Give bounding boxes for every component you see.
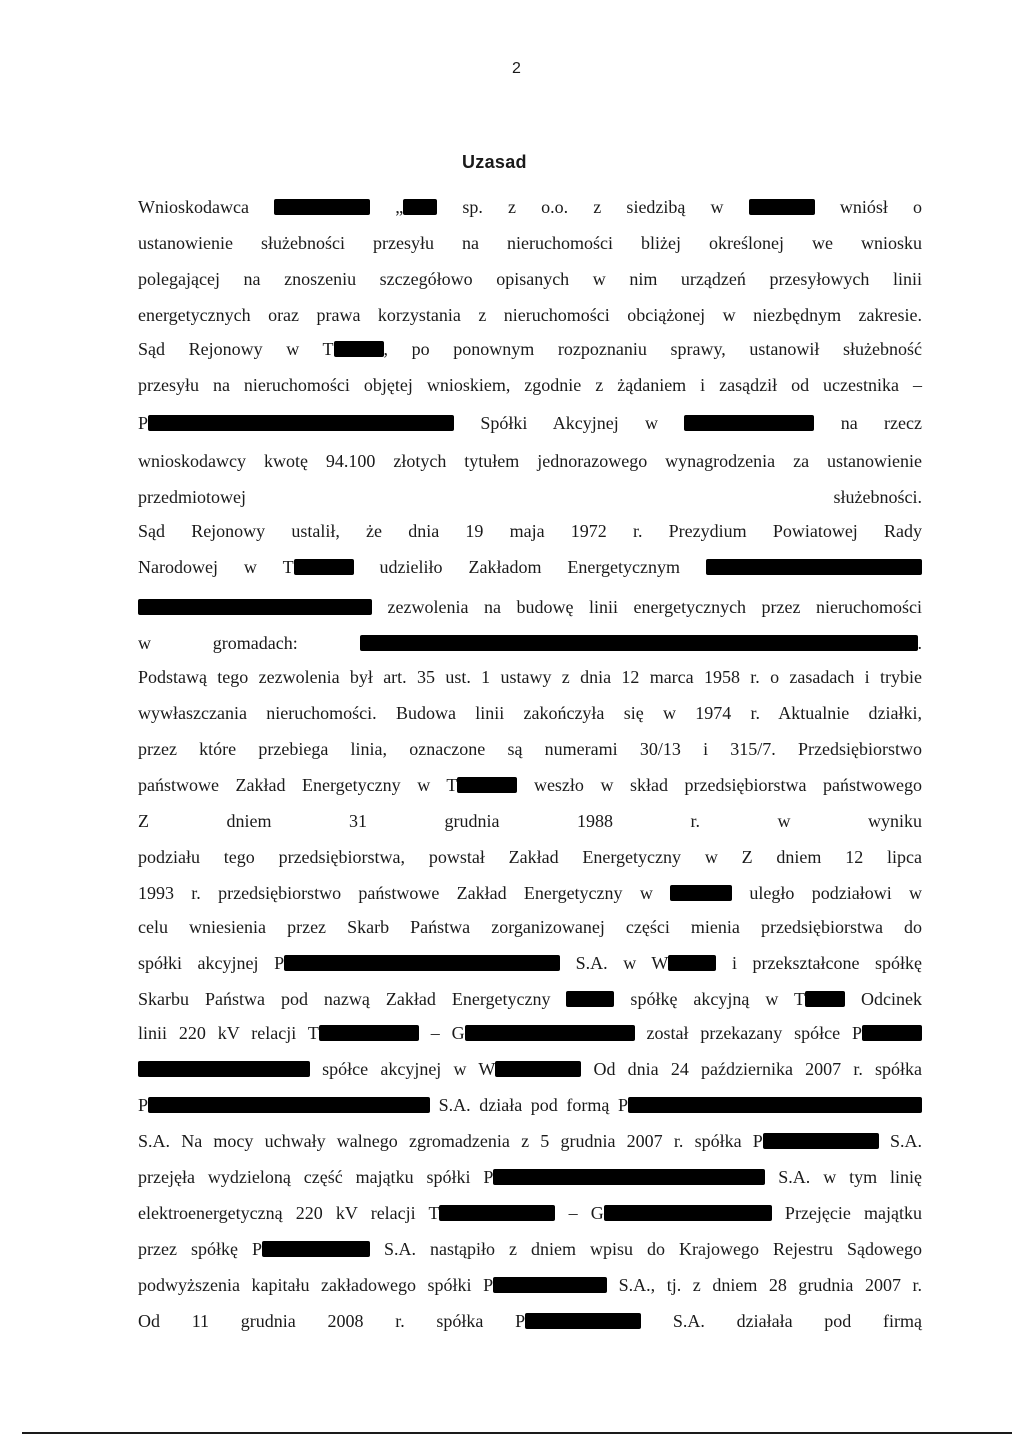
redaction-bar bbox=[749, 199, 815, 215]
text-segment: podziału tego przedsiębiorstwa, powstał Zakład Energetyczny w bbox=[138, 847, 742, 867]
text-segment: wnioskodawcy kwotę 94.100 złotych tytułem jednorazowego wynagrodzenia za ustanowienie bbox=[138, 451, 922, 471]
text-line bbox=[138, 882, 922, 904]
text-segment: Od dnia 24 października 2007 r. spółka bbox=[581, 1059, 922, 1079]
redaction-bar bbox=[604, 1205, 772, 1221]
text-line bbox=[138, 268, 922, 290]
text-segment: S.A. bbox=[878, 1131, 922, 1151]
text-segment: spółce akcyjnej w W bbox=[310, 1059, 496, 1079]
text-line bbox=[138, 412, 922, 434]
text-segment: Z dniem 31 grudnia 1988 r. w wyniku bbox=[138, 811, 922, 831]
text-line bbox=[138, 232, 922, 254]
text-line bbox=[138, 666, 922, 688]
text-segment: S.A. działa pod formą P bbox=[430, 1095, 628, 1115]
text-segment: S.A. Na mocy uchwały walnego zgromadzenia z 5 grudnia 2007 r. spółka P bbox=[138, 1131, 763, 1151]
text-segment: S.A. nastąpiło z dniem wpisu do Krajowego Rejestru Sądowego bbox=[370, 1239, 923, 1259]
text-segment: wniósł o bbox=[814, 197, 922, 217]
redaction-bar bbox=[334, 341, 384, 357]
text-segment: Odcinek bbox=[845, 989, 922, 1009]
text-segment: . bbox=[917, 633, 922, 653]
text-line bbox=[138, 450, 922, 472]
text-segment: Skarbu Państwa pod nazwą Zakład Energetyczny bbox=[138, 989, 567, 1009]
text-segment: energetycznych oraz prawa korzystania z nieruchomości obciążonej w niezbędnym zakresie. bbox=[138, 305, 922, 325]
text-line bbox=[138, 486, 922, 508]
redaction-bar bbox=[684, 415, 814, 431]
text-line bbox=[138, 1058, 922, 1080]
redaction-bar bbox=[566, 991, 614, 1007]
redaction-bar bbox=[457, 777, 517, 793]
text-segment: P bbox=[138, 413, 149, 433]
text-line bbox=[138, 338, 922, 360]
redaction-bar bbox=[403, 199, 437, 215]
text-segment: wywłaszczania nieruchomości. Budowa linii zakończyła się w 1974 r. Aktualnie działki, bbox=[138, 703, 922, 723]
text-segment: P bbox=[138, 1095, 149, 1115]
text-segment: S.A. w tym linię bbox=[765, 1167, 922, 1187]
text-line bbox=[138, 1130, 922, 1152]
redaction-bar bbox=[862, 1025, 922, 1041]
text-segment: ustanowienie służebności przesyłu na nieruchomości bliżej określonej we wniosku bbox=[138, 233, 922, 253]
bottom-rule bbox=[22, 1432, 1012, 1434]
section-heading: Uzasad bbox=[462, 152, 527, 172]
text-line bbox=[138, 916, 922, 938]
redaction-bar bbox=[284, 955, 560, 971]
text-segment: udzieliło Zakładom Energetycznym bbox=[353, 557, 706, 577]
text-segment: Z dniem 12 lipca bbox=[741, 847, 922, 867]
text-line bbox=[138, 774, 922, 796]
text-segment: przedmiotowej służebności. bbox=[138, 487, 922, 507]
text-segment: S.A. w W bbox=[560, 953, 669, 973]
text-segment: , po ponownym rozpoznaniu sprawy, ustanowił służebność bbox=[383, 339, 922, 359]
text-line bbox=[138, 846, 922, 868]
text-segment: – G bbox=[418, 1023, 465, 1043]
text-segment: Sąd Rejonowy ustalił, że dnia 19 maja 1972 r. Prezydium Powiatowej Rady bbox=[138, 521, 922, 541]
redaction-bar bbox=[670, 885, 732, 901]
text-line bbox=[138, 556, 922, 578]
text-segment: podwyższenia kapitału zakładowego spółki P bbox=[138, 1275, 494, 1295]
text-segment: Od 11 grudnia 2008 r. spółka P bbox=[138, 1311, 526, 1331]
text-line bbox=[138, 304, 922, 326]
text-line bbox=[138, 1310, 922, 1332]
text-line bbox=[138, 738, 922, 760]
text-segment: zezwolenia na budowę linii energetycznych przez nieruchomości bbox=[372, 597, 922, 617]
text-segment: elektroenergetyczną 220 kV relacji T bbox=[138, 1203, 440, 1223]
redaction-bar bbox=[493, 1169, 765, 1185]
text-line bbox=[138, 952, 922, 974]
text-segment: został przekazany spółce P bbox=[634, 1023, 863, 1043]
text-segment: Spółki Akcyjnej w bbox=[454, 413, 685, 433]
text-segment: 1993 r. przedsiębiorstwo państwowe Zakład Energetyczny w bbox=[138, 883, 671, 903]
text-segment: uległo podziałowi w bbox=[732, 883, 922, 903]
redaction-bar bbox=[148, 1097, 430, 1113]
text-segment: przez które przebiega linia, oznaczone są numerami 30/13 i 315/7. Przedsiębiorstwo bbox=[138, 739, 922, 759]
text-segment: polegającej na znoszeniu szczegółowo opisanych w nim urządzeń przesyłowych linii bbox=[138, 269, 922, 289]
redaction-bar bbox=[465, 1025, 635, 1041]
text-line bbox=[138, 988, 922, 1010]
text-segment: i przekształcone spółkę bbox=[716, 953, 922, 973]
redaction-bar bbox=[805, 991, 845, 1007]
text-line bbox=[138, 196, 922, 218]
text-segment: Przejęcie majątku bbox=[771, 1203, 923, 1223]
redaction-bar bbox=[274, 199, 370, 215]
redaction-bar bbox=[138, 1061, 310, 1077]
text-segment: weszło w skład przedsiębiorstwa państwowego bbox=[517, 775, 923, 795]
text-segment: Wnioskodawca bbox=[138, 197, 275, 217]
text-line bbox=[138, 520, 922, 542]
text-segment: państwowe Zakład Energetyczny w T bbox=[138, 775, 458, 795]
text-line bbox=[138, 702, 922, 724]
text-segment: S.A. działała pod firmą bbox=[641, 1311, 922, 1331]
redaction-bar bbox=[319, 1025, 419, 1041]
redaction-bar bbox=[763, 1133, 879, 1149]
text-segment: Narodowej w T bbox=[138, 557, 294, 577]
text-line bbox=[138, 632, 922, 654]
redaction-bar bbox=[294, 559, 354, 575]
text-segment: spółki akcyjnej P bbox=[138, 953, 285, 973]
text-segment: Podstawą tego zezwolenia był art. 35 ust. 1 ustawy z dnia 12 marca 1958 r. o zasadach i trybie bbox=[138, 667, 922, 687]
redaction-bar bbox=[262, 1241, 370, 1257]
text-line bbox=[138, 1274, 922, 1296]
text-segment: na rzecz bbox=[814, 413, 922, 433]
redaction-bar bbox=[493, 1277, 607, 1293]
text-line bbox=[138, 596, 922, 618]
text-segment: przesyłu na nieruchomości objętej wnioskiem, zgodnie z żądaniem i zasądził od uczestnika – bbox=[138, 375, 922, 395]
text-segment: przez spółkę P bbox=[138, 1239, 262, 1259]
text-segment: przejęła wydzieloną część majątku spółki P bbox=[138, 1167, 494, 1187]
redaction-bar bbox=[439, 1205, 555, 1221]
text-segment: sp. z o.o. z siedzibą w bbox=[437, 197, 749, 217]
redaction-bar bbox=[706, 559, 922, 575]
text-segment: Sąd Rejonowy w T bbox=[138, 339, 334, 359]
text-segment: S.A., tj. z dniem 28 grudnia 2007 r. bbox=[607, 1275, 922, 1295]
text-line bbox=[138, 810, 922, 832]
redaction-bar bbox=[138, 599, 372, 615]
redaction-bar bbox=[360, 635, 918, 651]
text-segment: spółkę akcyjną w T bbox=[614, 989, 806, 1009]
page-number: 2 bbox=[512, 60, 521, 77]
redaction-bar bbox=[148, 415, 454, 431]
text-line bbox=[138, 1022, 922, 1044]
text-segment: celu wniesienia przez Skarb Państwa zorganizowanej części mienia przedsiębiorstwa do bbox=[138, 917, 922, 937]
redaction-bar bbox=[628, 1097, 922, 1113]
text-segment: linii 220 kV relacji T bbox=[138, 1023, 319, 1043]
text-line bbox=[138, 1202, 922, 1224]
redaction-bar bbox=[525, 1313, 641, 1329]
text-line bbox=[138, 374, 922, 396]
text-line bbox=[138, 1094, 922, 1116]
text-segment: – G bbox=[555, 1203, 604, 1223]
text-segment: w gromadach: bbox=[138, 633, 360, 653]
text-line bbox=[138, 1238, 922, 1260]
text-line bbox=[138, 1166, 922, 1188]
redaction-bar bbox=[495, 1061, 581, 1077]
redaction-bar bbox=[668, 955, 716, 971]
text-segment: „ bbox=[370, 197, 404, 217]
